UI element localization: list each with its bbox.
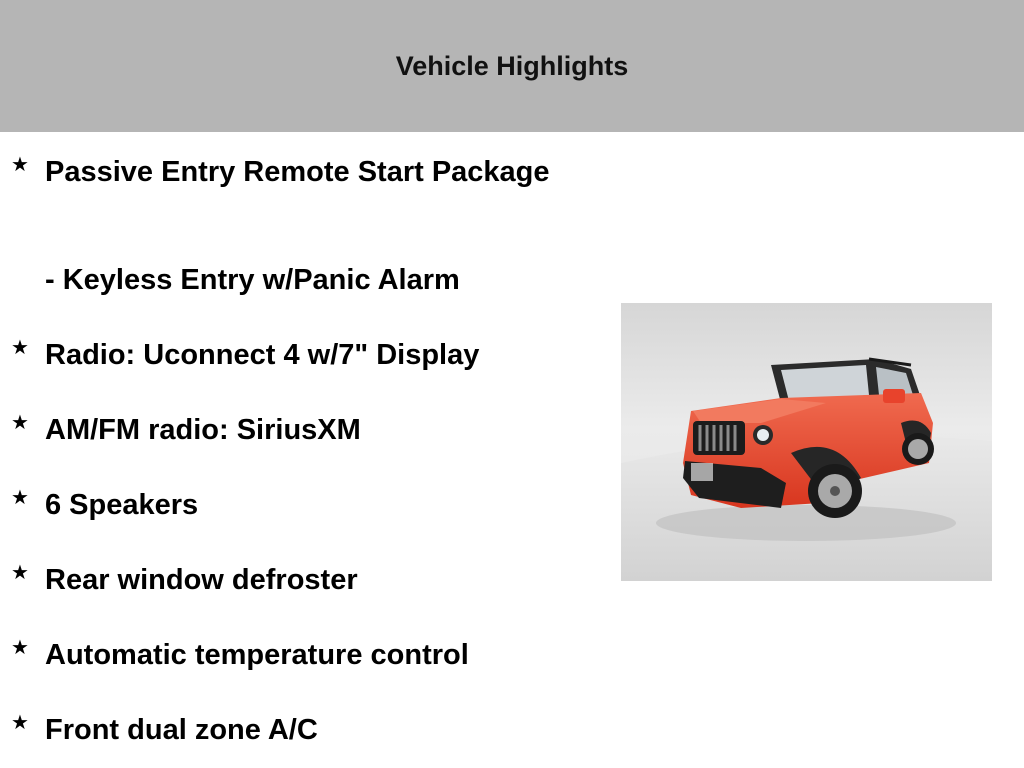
vehicle-illustration [621, 303, 992, 581]
star-icon: ★ [11, 637, 29, 659]
page-title: Vehicle Highlights [395, 50, 629, 81]
star-icon: ★ [11, 412, 29, 434]
highlight-text: Passive Entry Remote Start Package [45, 156, 550, 188]
star-icon: ★ [11, 337, 29, 359]
highlight-text: Radio: Uconnect 4 w/7" Display [45, 339, 480, 371]
highlight-subtext: - Keyless Entry w/Panic Alarm [45, 264, 460, 296]
header-bar [0, 0, 1024, 132]
star-icon: ★ [11, 487, 29, 509]
highlight-text: AM/FM radio: SiriusXM [45, 414, 361, 446]
highlight-text: 6 Speakers [45, 489, 199, 521]
star-icon: ★ [11, 154, 29, 176]
highlight-text: Rear window defroster [45, 564, 358, 596]
highlight-text: Automatic temperature control [45, 639, 469, 671]
star-icon: ★ [11, 562, 29, 584]
star-icon: ★ [11, 712, 29, 734]
vehicle-photo [621, 303, 992, 581]
highlight-text: Front dual zone A/C [45, 714, 318, 746]
